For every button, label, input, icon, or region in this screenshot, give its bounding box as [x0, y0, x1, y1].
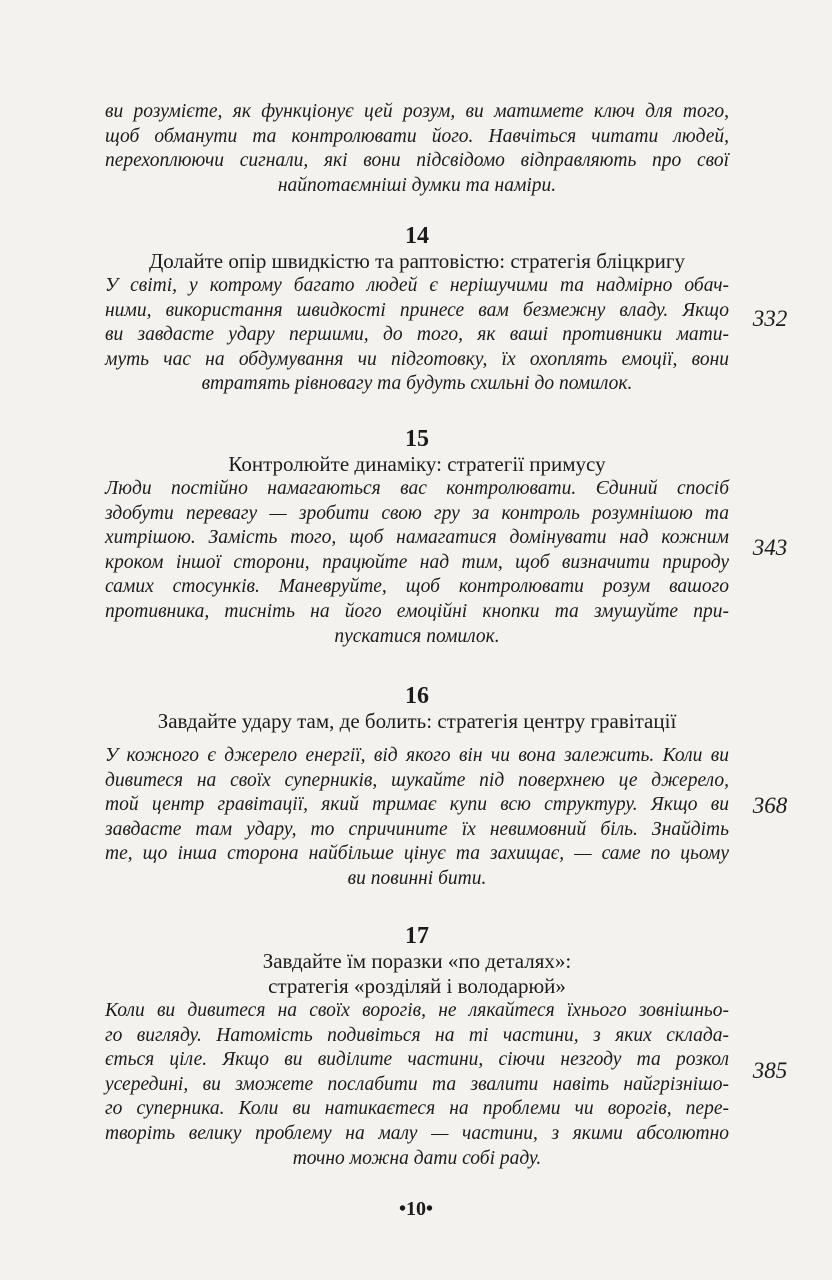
paragraph-line: противника, тисніть на його емоційні кнопки та змушуйте при- — [105, 600, 729, 622]
paragraph-line: ви розумієте, як функціонує цей розум, ви матимете ключ для того, — [105, 101, 729, 122]
chapter-entry-17 — [105, 923, 729, 1171]
paragraph-line: те, що інша сторона найбільше цінує та захищає, — саме по цьому — [105, 843, 729, 865]
paragraph-line: усередині, ви зможете послабити та звалити навіть найгрізнішо- — [105, 1073, 729, 1095]
paragraph-line: здобути перевагу — зробити свою гру за контроль розумнішою та — [105, 502, 729, 524]
paragraph-line: У кожного є джерело енергії, від якого він чи вона залежить. Коли ви — [105, 745, 729, 766]
intro-paragraph — [105, 100, 729, 198]
chapter-summary — [105, 999, 729, 1171]
paragraph-line: самих стосунків. Маневруйте, щоб контролювати розум вашого — [105, 576, 729, 598]
paragraph-line: Коли ви дивитеся на своїх ворогів, не лякайтеся їхнього зовнішньо- — [105, 1000, 729, 1021]
chapter-page-number: 332 — [752, 306, 788, 331]
paragraph-line: перехоплюючи сигнали, які вони підсвідомо відправляють про свої — [105, 150, 729, 172]
chapter-summary — [105, 744, 729, 892]
paragraph-line: го суперника. Коли ви натикаєтеся на проблеми чи ворогів, пере- — [105, 1098, 729, 1120]
paragraph-line: пускатися помилок. — [334, 625, 500, 647]
chapter-entry-16 — [105, 683, 729, 892]
paragraph-line: найпотаємніші думки та наміри. — [277, 174, 557, 196]
chapter-page-number: 385 — [752, 1058, 788, 1083]
paragraph-line: дивитеся на своїх суперників, шукайте під поверхнею це джерело, — [105, 769, 729, 791]
paragraph-line: завдасте там удару, то спричините їх невимовний біль. Знайдіть — [105, 818, 729, 840]
paragraph-line: го вигляду. Натомість подивіться на ті частини, з яких склада- — [105, 1024, 729, 1046]
paragraph-line: творіть велику проблему на малу — частини, з якими абсолютно — [105, 1122, 729, 1144]
paragraph-line: ви повинні бити. — [347, 867, 487, 889]
paragraph-line: ється ціле. Якщо ви виділите частини, сіючи незгоду та розкол — [105, 1049, 729, 1071]
paragraph-line: Люди постійно намагаються вас контролювати. Єдиний спосіб — [105, 478, 729, 499]
chapter-number: 16 — [405, 683, 429, 709]
paragraph-line: щоб обманути та контролювати його. Навчіться читати людей, — [105, 125, 729, 147]
chapter-entry-14 — [105, 223, 729, 397]
paragraph-line: точно можна дати собі раду. — [292, 1147, 542, 1169]
chapter-page-number: 368 — [752, 793, 788, 818]
chapter-title: Завдайте їм поразки «по деталях»: — [262, 949, 572, 973]
chapter-summary — [105, 477, 729, 649]
paragraph-line: У світі, у котрому багато людей є нерішучими та надмірно обач- — [105, 275, 729, 296]
page-number-footer: •10• — [398, 1198, 433, 1220]
chapter-title: стратегія «розділяй і володарюй» — [268, 974, 566, 998]
paragraph-line: ними, використання швидкості принесе вам безмежну владу. Якщо — [105, 299, 729, 321]
chapter-number: 15 — [405, 426, 429, 452]
paragraph-line: муть час на обдумування чи підготовку, їх охоплять емоції, вони — [105, 348, 729, 370]
paragraph-line: той центр гравітації, який тримає купи всю структуру. Якщо ви — [105, 794, 729, 816]
paragraph-line: ви завдасте удару першими, до того, як ваші противники мати- — [105, 324, 729, 346]
chapter-title: Контролюйте динаміку: стратегії примусу — [228, 452, 606, 476]
chapter-title: Завдайте удару там, де болить: стратегія центру гравітації — [157, 709, 677, 733]
chapter-number: 17 — [405, 923, 429, 949]
chapter-entry-15 — [105, 426, 729, 649]
paragraph-line: хитрішою. Замість того, щоб намагатися домінувати над кожним — [105, 527, 729, 549]
chapter-number: 14 — [405, 223, 429, 249]
paragraph-line: втратять рівновагу та будуть схильні до помилок. — [201, 373, 633, 395]
chapter-title: Долайте опір швидкістю та раптовістю: стратегія бліцкригу — [148, 249, 685, 273]
chapter-page-number: 343 — [752, 535, 788, 560]
paragraph-line: кроком іншої сторони, працюйте над тим, щоб визначити природу — [105, 551, 729, 573]
chapter-summary — [105, 274, 729, 397]
